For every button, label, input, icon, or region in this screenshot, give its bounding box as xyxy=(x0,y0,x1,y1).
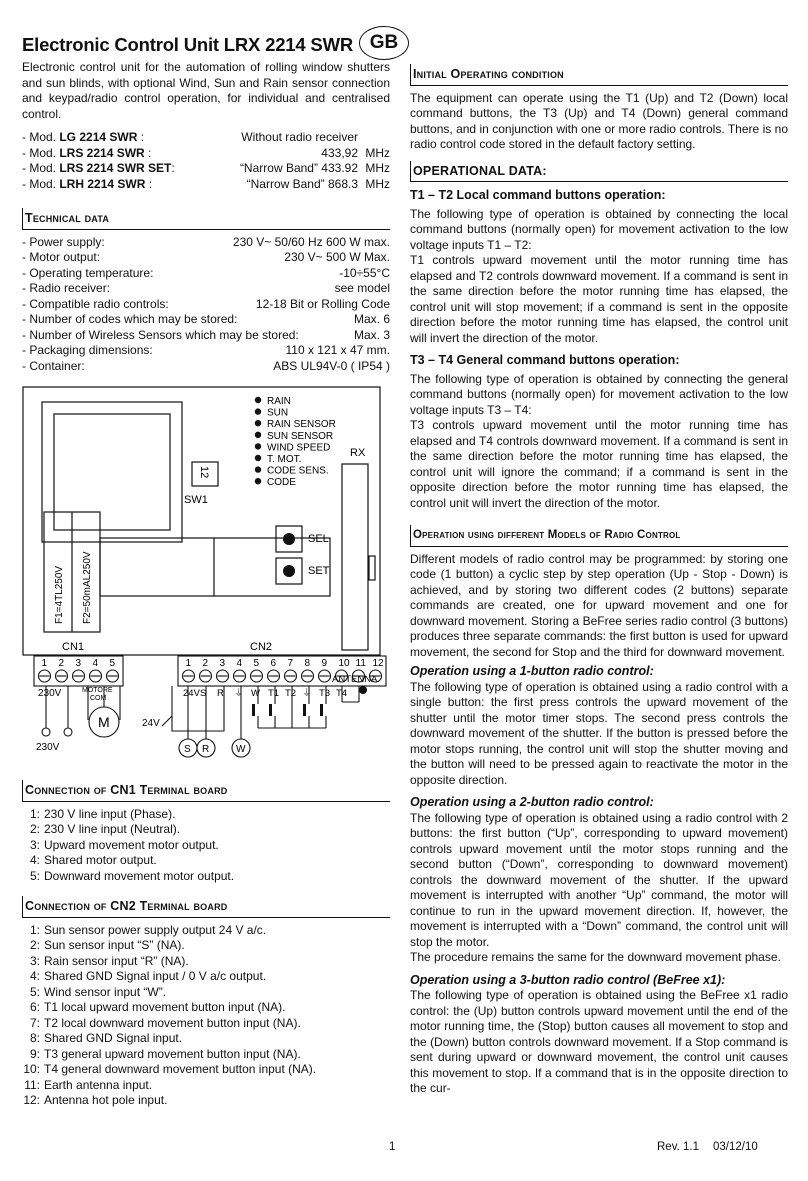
t34-p1: The following type of operation is obtained by connecting the general command buttons (normally open) for movement activation to the low voltage inputs T3 – T4: xyxy=(410,371,788,417)
terminal-pin: 3 xyxy=(75,658,82,669)
terminal-pin: 7 xyxy=(287,658,294,669)
led-label: SUN SENSOR xyxy=(267,430,334,442)
terminal-pin: 8 xyxy=(304,658,311,669)
terminal-pin: 10 xyxy=(338,658,350,669)
rx-label: RX xyxy=(350,447,366,459)
led-dot xyxy=(255,420,261,426)
item-text: T3 general upward movement button input (NA). xyxy=(44,1046,301,1061)
list-item xyxy=(22,1016,390,1032)
led-label: SUN xyxy=(267,407,289,419)
list-item xyxy=(22,1078,390,1094)
technical-value: 230 V~ 500 W Max. xyxy=(284,250,390,264)
item-number: 11: xyxy=(24,1077,40,1092)
cn2-heading-a: Connection of xyxy=(25,899,111,913)
technical-row xyxy=(22,343,390,359)
model-desc: Without radio receiver xyxy=(241,130,358,144)
item-number: 3: xyxy=(29,953,40,968)
revision: Rev. 1.1 xyxy=(657,1141,699,1153)
sw1-digits: 12 xyxy=(198,466,210,479)
technical-label: - Number of Wireless Sensors which may be stored: xyxy=(22,327,299,342)
model-unit: MHz xyxy=(365,145,390,160)
motor-label: M xyxy=(98,714,110,730)
model-row xyxy=(22,161,390,177)
relays xyxy=(100,538,330,596)
cn2-terminal-label: ⏚ xyxy=(302,688,312,699)
technical-data-heading: Technical data xyxy=(22,208,390,230)
technical-label: - Packaging dimensions: xyxy=(22,343,153,357)
list-item xyxy=(22,1093,390,1109)
item-number: 7: xyxy=(29,1015,40,1030)
t12-p2: T1 controls upward movement until the motor running time has elapsed and T2 controls downward movement. If a command is sent in the same direction before the motor running time has elapsed, the control unit will stop movement; if a command is sent in the opposite direction before the motor running time has elapsed, the control unit will invert the direction of the motor. xyxy=(410,253,788,345)
terminal-pin: 3 xyxy=(219,658,226,669)
model-unit: MHz xyxy=(365,176,390,191)
item-number: 10: xyxy=(23,1062,40,1076)
item-text: Sun sensor power supply output 24 V a/c. xyxy=(44,922,267,937)
cn2-terminal-label: R xyxy=(217,688,224,699)
cn2-heading-c: Terminal board xyxy=(135,899,228,913)
sw1-label: SW1 xyxy=(184,494,208,506)
model-name: - Mod. LG 2214 SWR : xyxy=(22,130,145,144)
list-item xyxy=(22,1031,390,1047)
led-dot xyxy=(255,397,261,403)
technical-value: Max. 3 xyxy=(353,327,390,342)
item-number: 8: xyxy=(29,1031,40,1045)
led-label: T. MOT. xyxy=(267,454,302,465)
list-item xyxy=(22,869,390,885)
led-dot xyxy=(255,443,261,449)
cn2-terminal-label: S xyxy=(200,688,207,699)
technical-row xyxy=(22,281,390,297)
initial-heading: Initial Operating condition xyxy=(410,64,788,86)
item-number: 1: xyxy=(29,806,40,821)
cn1-heading-a: Connection of xyxy=(25,783,111,797)
terminal-pin: 12 xyxy=(372,658,384,669)
technical-value: see model xyxy=(334,281,390,295)
page-title: Electronic Control Unit LRX 2214 SWR xyxy=(22,34,353,55)
cn1-heading xyxy=(22,780,390,802)
cn1-label: CN1 xyxy=(62,641,85,653)
item-number: 12: xyxy=(23,1093,40,1107)
cn1-230v-label: 230V xyxy=(38,688,62,699)
model-row xyxy=(22,130,390,146)
model-desc: 433,92 xyxy=(321,145,358,160)
technical-value: ABS UL94V-0 ( IP54 ) xyxy=(273,358,390,373)
two-button-heading: Operation using a 2-button radio control: xyxy=(410,795,654,809)
intro-text: Electronic control unit for the automation of rolling window shutters and sun blinds, with optional Wind, Sun and Rain sensor connection and keypad/radio control operation, for individual and centralised control. xyxy=(22,60,390,121)
model-name: - Mod. LRS 2214 SWR SET: xyxy=(22,161,175,175)
cn2-terminal-label: W xyxy=(251,688,260,699)
cn2-heading xyxy=(22,896,390,918)
item-text: Shared GND Signal input. xyxy=(44,1031,183,1045)
supply-label: 230V xyxy=(36,742,60,753)
antenna-label: ANTENNA xyxy=(332,674,378,685)
item-number: 9: xyxy=(29,1046,40,1061)
item-text: T2 local downward movement button input (NA). xyxy=(44,1015,301,1030)
three-button-text: The following type of operation is obtained using the BeFree x1 radio control: the (Up) button controls upward movement until the end of the motor running time, the (Stop) button causes all movement to stop and the (Down) button controls downward movement. If a Stop command is sent during upward or downward movement, the control unit causes this movement to stop. If a command that is in the opposite direction to the cur- xyxy=(410,988,788,1095)
revision-date: 03/12/10 xyxy=(712,1141,758,1153)
item-number: 2: xyxy=(29,938,40,952)
terminal-pin: 5 xyxy=(253,658,260,669)
two-button-p2: The procedure remains the same for the downward movement phase. xyxy=(410,950,781,964)
terminal-pin: 2 xyxy=(58,658,65,669)
three-button-heading: Operation using a 3-button radio control (BeFree x1): xyxy=(410,972,726,987)
technical-label: - Container: xyxy=(22,358,85,373)
radio-models-text: Different models of radio control may be programmed: by storing one code (1 button) a cyclic step by step operation (Up - Stop - Down) is achieved, and by storing two different codes (2 buttons) separate commands are created, one for upward movement and one for downward movement. Storing a BeFree series radio control (3 buttons) produces three separate commands: the first button is used for upward movement, the second for Stop and the third for downward movement. xyxy=(410,551,788,659)
cn2-list xyxy=(22,923,390,1109)
item-text: Wind sensor input “W”. xyxy=(44,984,167,999)
cn2-terminal-label: T4 xyxy=(336,688,348,699)
v24-label: 24V xyxy=(142,718,160,729)
right-column xyxy=(410,60,788,1097)
led-label: RAIN xyxy=(267,396,291,407)
led-dot xyxy=(255,408,261,414)
cn2-label: CN2 xyxy=(250,641,273,653)
item-text: T1 local upward movement button input (NA). xyxy=(44,1000,286,1014)
wiring-diagram-svg xyxy=(22,386,382,758)
item-text: Shared GND Signal input / 0 V a/c output. xyxy=(44,969,267,983)
technical-label: - Radio receiver: xyxy=(22,281,111,295)
item-number: 5: xyxy=(29,984,40,999)
cn2-heading-b: CN2 xyxy=(110,899,136,913)
terminal-pin: 4 xyxy=(236,658,243,669)
item-number: 4: xyxy=(29,969,40,983)
technical-row xyxy=(22,266,390,282)
list-item xyxy=(22,969,390,985)
item-text: 230 V line input (Phase). xyxy=(44,806,176,821)
language-badge: GB xyxy=(359,26,409,60)
radio-models-heading: Operation using different Models of Radio Control xyxy=(410,525,788,547)
page-number: 1 xyxy=(389,1141,396,1153)
led-label: RAIN SENSOR xyxy=(267,419,336,431)
cn2-terminal-label: ⏚ xyxy=(234,688,244,699)
transformer xyxy=(42,402,182,542)
terminal-pin: 6 xyxy=(270,658,277,669)
led-label: WIND SPEED xyxy=(267,442,331,454)
cn1-heading-c: Terminal board xyxy=(135,783,228,797)
cn1-com-label: COM xyxy=(90,695,107,702)
sensor-w-label: W xyxy=(236,744,246,755)
list-item xyxy=(22,954,390,970)
cn1-motore-label: MOTORE xyxy=(82,687,113,694)
cn1-heading-b: CN1 xyxy=(110,783,136,797)
list-item xyxy=(22,923,390,939)
terminal-pin: 2 xyxy=(202,658,209,669)
list-item xyxy=(22,938,390,954)
item-text: 230 V line input (Neutral). xyxy=(44,822,181,836)
list-item xyxy=(22,985,390,1001)
technical-label: - Motor output: xyxy=(22,250,101,264)
item-number: 3: xyxy=(29,837,40,852)
cn2-terminal-label: T1 xyxy=(268,688,280,699)
item-text: T4 general downward movement button input (NA). xyxy=(44,1062,317,1076)
technical-label: - Power supply: xyxy=(22,234,105,249)
item-text: Antenna hot pole input. xyxy=(44,1093,168,1107)
cn2-terminal-label: T2 xyxy=(285,688,297,699)
rx-module xyxy=(342,464,368,650)
item-text: Sun sensor input “S” (NA). xyxy=(44,938,185,952)
title-row xyxy=(22,32,422,62)
technical-row xyxy=(22,250,390,266)
technical-row xyxy=(22,235,390,251)
terminal-pin: 1 xyxy=(41,658,48,669)
terminal-pin: 4 xyxy=(92,658,99,669)
initial-text: The equipment can operate using the T1 (Up) and T2 (Down) local command buttons, the T3 (Up) and T4 (Down) general command buttons, and in conjunction with one or more radio controls. There is no radio control code stored in the default factory setting. xyxy=(410,90,788,151)
list-item xyxy=(22,1047,390,1063)
sensor-s-label: S xyxy=(184,744,191,755)
list-item xyxy=(22,822,390,838)
t34-p2: T3 controls upward movement until the motor running time has elapsed and T4 controls downward movement. If a command is sent in the same direction before the motor running time has elapsed, the control unit will ignore the command; if a command is sent in the opposite direction before the motor running time has elapsed, the control unit will invert the direction of the motor. xyxy=(410,418,788,510)
technical-value: 12-18 Bit or Rolling Code xyxy=(255,296,390,311)
one-button-heading: Operation using a 1-button radio control: xyxy=(410,664,654,678)
led-dot xyxy=(255,455,261,461)
list-item xyxy=(22,853,390,869)
led-dot xyxy=(255,466,261,472)
led-label: CODE SENS. xyxy=(267,465,329,477)
one-button-text: The following type of operation is obtained using a radio control with a single button: the first press controls the upward movement of the shutter until the motor timer stops. The second press controls the downward movement of the shutter. If the button is pressed before the motor stops running, the control unit will stop the shutter moving and the button will need to be pressed again to reactivate the motor in the opposite direction. xyxy=(410,679,788,787)
terminal-pin: 9 xyxy=(321,658,328,669)
list-item xyxy=(22,1062,390,1078)
terminal-pin: 5 xyxy=(109,658,116,669)
sel-label: SEL xyxy=(308,533,329,545)
fuse1-label: F1=4TL250V xyxy=(54,565,65,624)
terminal-pin: 11 xyxy=(355,658,366,669)
item-number: 2: xyxy=(29,822,40,836)
left-column xyxy=(22,60,390,1109)
model-name: - Mod. LRH 2214 SWR : xyxy=(22,176,153,191)
technical-row xyxy=(22,297,390,313)
item-text: Earth antenna input. xyxy=(44,1077,153,1092)
item-text: Upward movement motor output. xyxy=(44,837,219,852)
item-number: 6: xyxy=(29,1000,40,1014)
revision-info xyxy=(657,1141,758,1153)
model-unit xyxy=(364,130,390,146)
t12-heading: T1 – T2 Local command buttons operation: xyxy=(410,188,666,202)
model-row xyxy=(22,177,390,193)
item-text: Shared motor output. xyxy=(44,853,157,867)
technical-data-list xyxy=(22,235,390,375)
set-label: SET xyxy=(308,565,330,577)
model-list xyxy=(22,130,390,192)
t34-heading: T3 – T4 General command buttons operation: xyxy=(410,353,680,367)
technical-value: 110 x 121 x 47 mm. xyxy=(285,343,390,357)
item-number: 4: xyxy=(29,853,40,867)
list-item xyxy=(22,807,390,823)
technical-value: Max. 6 xyxy=(353,312,390,326)
technical-label: - Number of codes which may be stored: xyxy=(22,312,238,326)
item-text: Downward movement motor output. xyxy=(44,868,235,883)
list-item xyxy=(22,1000,390,1016)
technical-value: 230 V~ 50/60 Hz 600 W max. xyxy=(232,234,390,249)
technical-label: - Operating temperature: xyxy=(22,265,154,280)
item-number: 5: xyxy=(29,868,40,883)
model-desc: “Narrow Band” 433.92 xyxy=(239,161,358,175)
cn2-terminal-label: T3 xyxy=(319,688,331,699)
t12-p1: The following type of operation is obtained by connecting the local command buttons (normally open) for movement activation to the low voltage inputs T1 – T2: xyxy=(410,206,788,252)
cn2-terminal-label: 24V xyxy=(183,688,200,699)
technical-value: -10÷55°C xyxy=(339,265,390,280)
wiring-diagram xyxy=(22,386,382,758)
model-unit: MHz xyxy=(365,161,390,175)
item-number: 1: xyxy=(29,922,40,937)
technical-row xyxy=(22,328,390,344)
item-text: Rain sensor input “R” (NA). xyxy=(44,953,189,968)
model-desc: “Narrow Band” 868.3 xyxy=(246,176,358,191)
technical-row xyxy=(22,312,390,328)
led-label: CODE xyxy=(267,477,296,489)
technical-label: - Compatible radio controls: xyxy=(22,296,169,311)
cn1-list xyxy=(22,807,390,885)
list-item xyxy=(22,838,390,854)
fuse2-label: F2=50mAL250V xyxy=(82,551,93,624)
two-button-p1: The following type of operation is obtained using a radio control with 2 buttons: the first button (“Up”, corresponding to upward movement) controls upward movement until the motor stops running and the second button (“Down”, corresponding to downward movement) controls the downward movement of the shutter. If the upward movement is interrupted with another “Up” command, the motor will continue to run in the upward movement direction. If, however, the movement is interrupted with a “Down” command, the control unit will stop the motor. xyxy=(410,810,788,949)
led-dot xyxy=(255,432,261,438)
led-dot xyxy=(255,478,261,484)
model-row xyxy=(22,146,390,162)
sensor-r-label: R xyxy=(202,744,210,755)
operational-heading: OPERATIONAL DATA: xyxy=(410,161,788,183)
terminal-pin: 1 xyxy=(185,658,192,669)
technical-row xyxy=(22,359,390,375)
model-name: - Mod. LRS 2214 SWR : xyxy=(22,145,152,160)
